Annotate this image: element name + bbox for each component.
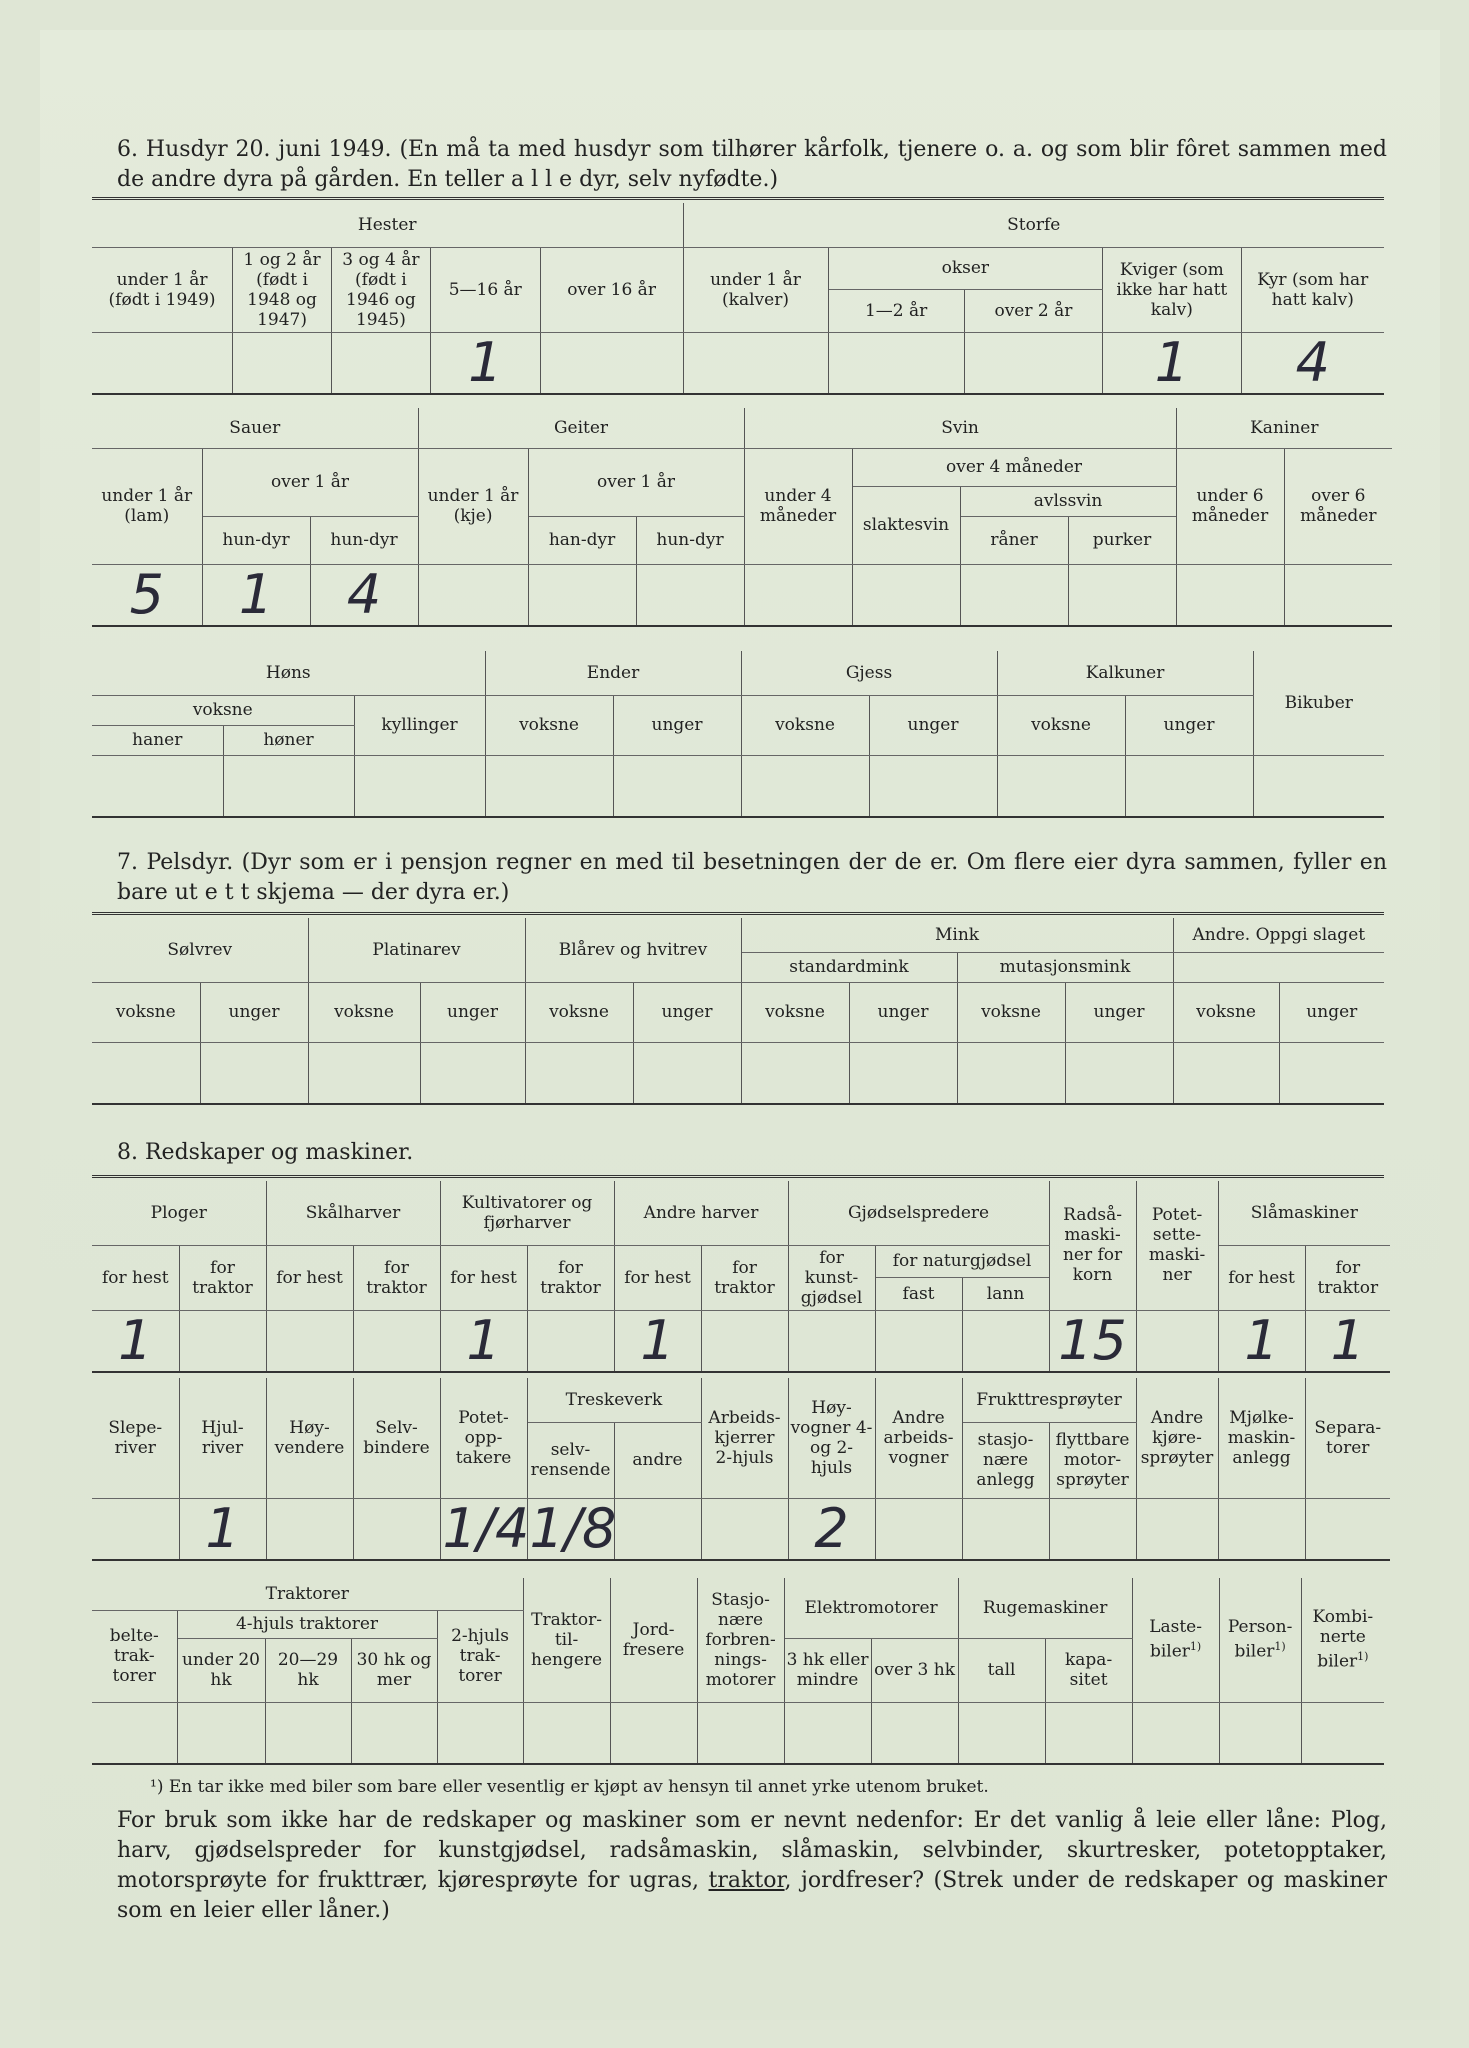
- selvbindere-header: Selv-bindere: [353, 1378, 440, 1498]
- svin-raner: råner: [960, 516, 1068, 564]
- hoyvogner-header: Høy-vogner 4- og 2-hjuls: [788, 1378, 875, 1498]
- svin-purker: purker: [1068, 516, 1176, 564]
- ender-header: Ender: [485, 651, 741, 695]
- frukt-flyttbare: flyttbare motor-sprøyter: [1049, 1422, 1136, 1498]
- rugemaskiner-header: Rugemaskiner: [958, 1578, 1132, 1638]
- hjul-river-value[interactable]: 1: [179, 1498, 266, 1560]
- kultivatorer-value-traktor[interactable]: [527, 1310, 614, 1372]
- geiter-value-kje[interactable]: [418, 564, 528, 626]
- hons-voksne: voksne: [92, 695, 354, 725]
- table-redskaper-1: [92, 1181, 1390, 1373]
- kombinerte-biler-header: [1301, 1578, 1384, 1702]
- footnote: ¹) En tar ikke med biler som bare eller vesentlig er kjøpt av hensyn til annet yrke utenom bruket.: [150, 1777, 989, 1797]
- traktor-20-29-value[interactable]: [265, 1702, 351, 1764]
- frukt-flyttbare-value[interactable]: [1049, 1498, 1136, 1560]
- svin-header: Svin: [744, 408, 1176, 448]
- gjodsel-natur: for naturgjødsel: [875, 1245, 1049, 1278]
- paragraph-text-before: For bruk som ikke har de redskaper og maskiner som er nevnt nedenfor: Er det vanlig å leie eller låne: Plog, harv, gjødselspreder for kunstgjødsel, radsåmaskin, slåmaskin, selvbinder, skurtresker, potetopptaker, motorsprøyte for frukttrær, kjøresprøyte for ugras,: [117, 1808, 1387, 1893]
- geiter-value-handyr[interactable]: [528, 564, 636, 626]
- hester-value-under1[interactable]: [92, 332, 233, 394]
- traktor-30-mer-value[interactable]: [351, 1702, 437, 1764]
- gjodsel-value-kunst[interactable]: [788, 1310, 875, 1372]
- gjodselspredere-header: Gjødselspredere: [788, 1181, 1049, 1245]
- radsamaskiner-header: Radså-maski-ner for korn: [1049, 1181, 1136, 1310]
- andre-voksne: voksne: [1173, 982, 1279, 1042]
- gjess-unger: unger: [869, 695, 997, 755]
- standardmink-voksne: voksne: [741, 982, 849, 1042]
- table-redskaper-3: [92, 1578, 1384, 1765]
- pelsdyr-value-5[interactable]: [525, 1042, 633, 1104]
- andre-kjoresproyter-value[interactable]: [1136, 1498, 1218, 1560]
- kombinerte-biler-value[interactable]: [1301, 1702, 1384, 1764]
- footnote-mark: 1): [1274, 1640, 1286, 1654]
- bikuber-header: Bikuber: [1253, 651, 1384, 755]
- traktor-20-29: 20—29 hk: [265, 1638, 351, 1702]
- elektromotorer-header: Elektromotorer: [784, 1578, 958, 1638]
- footnote-mark: 1): [1189, 1640, 1202, 1654]
- slamaskiner-value-hest[interactable]: 1: [1218, 1310, 1305, 1372]
- skalharver-traktor: for traktor: [353, 1245, 440, 1310]
- skalharver-hest: for hest: [266, 1245, 353, 1310]
- slamaskiner-hest: for hest: [1218, 1245, 1305, 1310]
- pelsdyr-value-9[interactable]: [957, 1042, 1065, 1104]
- storfe-kyr: Kyr (som har hatt kalv): [1241, 247, 1384, 332]
- treskeverk-andre-value[interactable]: [614, 1498, 701, 1560]
- sauer-value-hundyr[interactable]: 4: [310, 564, 418, 626]
- svin-avlssvin: avlssvin: [960, 486, 1176, 516]
- hons-value-honer[interactable]: [223, 755, 354, 817]
- jordfresere-value[interactable]: [610, 1702, 697, 1764]
- beltetraktorer-header: belte-trak-torer: [92, 1610, 177, 1702]
- skalharver-value-hest[interactable]: [266, 1310, 353, 1372]
- hester-col-1-2: 1 og 2 år (født i 1948 og 1947): [233, 247, 332, 332]
- kultivatorer-hest: for hest: [440, 1245, 527, 1310]
- bikuber-value[interactable]: [1253, 755, 1384, 817]
- platinarev-voksne: voksne: [308, 982, 420, 1042]
- storfe-value-kalver[interactable]: [683, 332, 828, 394]
- beltetraktorer-value[interactable]: [92, 1702, 177, 1764]
- storfe-col-kalver: under 1 år (kalver): [683, 247, 828, 332]
- svin-value-under4[interactable]: [744, 564, 852, 626]
- potetsettemaskiner-value[interactable]: [1136, 1310, 1218, 1372]
- arbeidskjerrer-header: Arbeids-kjerrer 2-hjuls: [701, 1378, 788, 1498]
- geiter-over1: over 1 år: [528, 448, 744, 516]
- arbeidskjerrer-value[interactable]: [701, 1498, 788, 1560]
- pelsdyr-value-6[interactable]: [633, 1042, 741, 1104]
- tohjuls-traktorer-value[interactable]: [437, 1702, 523, 1764]
- andre-harver-traktor: for traktor: [701, 1245, 788, 1310]
- andre-pelsdyr-header: Andre. Oppgi slaget: [1173, 918, 1384, 952]
- standardmink-unger: unger: [849, 982, 957, 1042]
- solvrev-voksne: voksne: [92, 982, 200, 1042]
- storfe-kviger: Kviger (som ikke har hatt kalv): [1103, 247, 1241, 332]
- traktor-under20: under 20 hk: [177, 1638, 265, 1702]
- section-6-rule: [92, 197, 1384, 200]
- hoyvendere-value[interactable]: [266, 1498, 353, 1560]
- solvrev-unger: unger: [200, 982, 308, 1042]
- hons-honer: høner: [223, 725, 354, 755]
- geiter-under1: under 1 år (kje): [418, 448, 528, 564]
- personbiler-label: Person-biler: [1227, 1617, 1293, 1663]
- gjodsel-fast: fast: [875, 1278, 962, 1311]
- ruge-tall-value[interactable]: [958, 1702, 1045, 1764]
- potetopptakere-value[interactable]: 1/4: [440, 1498, 527, 1560]
- hester-value-1-2[interactable]: [233, 332, 332, 394]
- kultivatorer-header: Kultivatorer og fjørharver: [440, 1181, 614, 1245]
- traktortilhengere-value[interactable]: [523, 1702, 610, 1764]
- elektro-over3hk-value[interactable]: [871, 1702, 958, 1764]
- traktor-under20-value[interactable]: [177, 1702, 265, 1764]
- elektro-over3hk: over 3 hk: [871, 1638, 958, 1702]
- blarev-unger: unger: [633, 982, 741, 1042]
- section-6-title: 6. Husdyr 20. juni 1949. (En må ta med husdyr som tilhører kårfolk, tjenere o. a. og som blir fôret sammen med de andre dyra på gården. En teller a l l e dyr, selv nyfødte.): [117, 137, 1387, 192]
- traktor-30-mer: 30 hk og mer: [351, 1638, 437, 1702]
- geiter-handyr: han-dyr: [528, 516, 636, 564]
- mink-header: Mink: [741, 918, 1173, 952]
- separatorer-header: Separa-torer: [1305, 1378, 1390, 1498]
- skalharver-value-traktor[interactable]: [353, 1310, 440, 1372]
- radsamaskiner-value[interactable]: 15: [1049, 1310, 1136, 1372]
- hester-header: Hester: [92, 203, 683, 247]
- andre-harver-header: Andre harver: [614, 1181, 788, 1245]
- section-8-rule: [92, 1175, 1384, 1178]
- hester-col-under1: under 1 år (født i 1949): [92, 247, 233, 332]
- storfe-value-okser-1-2[interactable]: [828, 332, 964, 394]
- hoyvogner-value[interactable]: 2: [788, 1498, 875, 1560]
- svin-over4: over 4 måneder: [852, 448, 1176, 486]
- gjodsel-lann: lann: [962, 1278, 1049, 1311]
- stasjonaere-motorer-value[interactable]: [697, 1702, 784, 1764]
- frukt-stasjonaere: stasjo-nære anlegg: [962, 1422, 1049, 1498]
- storfe-header: Storfe: [683, 203, 1384, 247]
- ploger-value-traktor[interactable]: [179, 1310, 266, 1372]
- kultivatorer-traktor: for traktor: [527, 1245, 614, 1310]
- hoyvendere-header: Høy-vendere: [266, 1378, 353, 1498]
- hester-value-3-4[interactable]: [331, 332, 430, 394]
- potetsettemaskiner-header: Potet-sette-maski-ner: [1136, 1181, 1218, 1310]
- andre-arbeidsvogner-value[interactable]: [875, 1498, 962, 1560]
- elektro-3hk-mindre-value[interactable]: [784, 1702, 871, 1764]
- ploger-hest: for hest: [92, 1245, 179, 1310]
- selvbindere-value[interactable]: [353, 1498, 440, 1560]
- gjess-voksne: voksne: [741, 695, 869, 755]
- andre-arbeidsvogner-header: Andre arbeids-vogner: [875, 1378, 962, 1498]
- ruge-kapasitet-value[interactable]: [1045, 1702, 1132, 1764]
- footnote-mark: 1): [1357, 1650, 1369, 1664]
- personbiler-header: [1219, 1578, 1301, 1702]
- pelsdyr-value-1[interactable]: [92, 1042, 200, 1104]
- gjess-value-unger[interactable]: [869, 755, 997, 817]
- traktortilhengere-header: Traktor-til-hengere: [523, 1578, 610, 1702]
- gjess-value-voksne[interactable]: [741, 755, 869, 817]
- blarev-voksne: voksne: [525, 982, 633, 1042]
- firehjuls-traktorer-header: 4-hjuls traktorer: [177, 1610, 437, 1638]
- mutasjonsmink-voksne: voksne: [957, 982, 1065, 1042]
- slepe-river-value[interactable]: [92, 1498, 179, 1560]
- svin-value-slaktesvin[interactable]: [852, 564, 960, 626]
- svin-value-purker[interactable]: [1068, 564, 1176, 626]
- pelsdyr-value-4[interactable]: [420, 1042, 525, 1104]
- storfe-okser: okser: [828, 247, 1103, 290]
- pelsdyr-value-11[interactable]: [1173, 1042, 1279, 1104]
- paragraph-underlined-traktor: traktor: [708, 1868, 785, 1893]
- kalkuner-header: Kalkuner: [997, 651, 1253, 695]
- jordfresere-header: Jord-fresere: [610, 1578, 697, 1702]
- kalkuner-value-unger[interactable]: [1125, 755, 1253, 817]
- lastebiler-value[interactable]: [1132, 1702, 1219, 1764]
- slamaskiner-value-traktor[interactable]: 1: [1305, 1310, 1390, 1372]
- elektro-3hk-mindre: 3 hk eller mindre: [784, 1638, 871, 1702]
- sauer-value-handyr[interactable]: 1: [202, 564, 310, 626]
- kaniner-value-under6[interactable]: [1176, 564, 1284, 626]
- treskeverk-selvrensende-value[interactable]: 1/8: [527, 1498, 614, 1560]
- kalkuner-value-voksne[interactable]: [997, 755, 1125, 817]
- hester-col-3-4: 3 og 4 år (født i 1946 og 1945): [331, 247, 430, 332]
- ender-value-voksne[interactable]: [485, 755, 613, 817]
- tohjuls-traktorer-header: 2-hjuls trak-torer: [437, 1610, 523, 1702]
- hons-kyllinger: kyllinger: [354, 695, 485, 755]
- hons-haner: haner: [92, 725, 223, 755]
- sauer-handyr: hun-dyr: [202, 516, 310, 564]
- pelsdyr-value-2[interactable]: [200, 1042, 308, 1104]
- hester-col-5-16: 5—16 år: [430, 247, 540, 332]
- hester-value-5-16[interactable]: 1: [430, 332, 540, 394]
- pelsdyr-value-10[interactable]: [1065, 1042, 1173, 1104]
- section-7-rule: [92, 912, 1384, 915]
- paragraph-text-after: , jordfreser? (Strek under de redskaper og maskiner som en leier eller låner.): [117, 1868, 1387, 1923]
- hester-value-over16[interactable]: [540, 332, 683, 394]
- storfe-okser-1-2: 1—2 år: [828, 290, 964, 333]
- ender-value-unger[interactable]: [613, 755, 741, 817]
- kultivatorer-value-hest[interactable]: 1: [440, 1310, 527, 1372]
- platinarev-header: Platinarev: [308, 918, 525, 982]
- kalkuner-unger: unger: [1125, 695, 1253, 755]
- skalharver-header: Skålharver: [266, 1181, 440, 1245]
- andre-unger: unger: [1279, 982, 1384, 1042]
- platinarev-unger: unger: [420, 982, 525, 1042]
- slepe-river-header: Slepe-river: [92, 1378, 179, 1498]
- svin-slaktesvin: slaktesvin: [852, 486, 960, 564]
- hester-col-over16: over 16 år: [540, 247, 683, 332]
- gjodsel-kunst: for kunst-gjødsel: [788, 1245, 875, 1310]
- sauer-under1: under 1 år (lam): [92, 448, 202, 564]
- ruge-kapasitet: kapa-sitet: [1045, 1638, 1132, 1702]
- storfe-okser-over2: over 2 år: [964, 290, 1102, 333]
- section-7-title: 7. Pelsdyr. (Dyr som er i pensjon regner en med til besetningen der de er. Om flere eier dyra sammen, fyller en bare ut e t t skjema — der dyra er.): [117, 850, 1387, 905]
- blarev-header: Blårev og hvitrev: [525, 918, 741, 982]
- ploger-value-hest[interactable]: 1: [92, 1310, 179, 1372]
- andre-harver-value-hest[interactable]: 1: [614, 1310, 701, 1372]
- geiter-header: Geiter: [418, 408, 744, 448]
- andre-harver-value-traktor[interactable]: [701, 1310, 788, 1372]
- potetopptakere-header: Potet-opp-takere: [440, 1378, 527, 1498]
- kaniner-header: Kaniner: [1176, 408, 1392, 448]
- ender-voksne: voksne: [485, 695, 613, 755]
- storfe-value-kviger[interactable]: 1: [1103, 332, 1241, 394]
- kaniner-under6: under 6 måneder: [1176, 448, 1284, 564]
- kombinerte-biler-label: Kombi-nerte biler: [1312, 1607, 1374, 1673]
- ender-unger: unger: [613, 695, 741, 755]
- hons-value-kyllinger[interactable]: [354, 755, 485, 817]
- lastebiler-header: [1132, 1578, 1219, 1702]
- ruge-tall: tall: [958, 1638, 1045, 1702]
- slamaskiner-header: Slåmaskiner: [1218, 1181, 1390, 1245]
- sauer-header: Sauer: [92, 408, 418, 448]
- svin-value-raner[interactable]: [960, 564, 1068, 626]
- storfe-value-kyr[interactable]: 4: [1241, 332, 1384, 394]
- treskeverk-header: Treskeverk: [527, 1378, 701, 1422]
- mjolkemaskin-value[interactable]: [1218, 1498, 1305, 1560]
- kaniner-value-over6[interactable]: [1284, 564, 1392, 626]
- treskeverk-andre: andre: [614, 1422, 701, 1498]
- leie-lane-paragraph: [117, 1806, 1387, 1926]
- gjodsel-value-lann[interactable]: [962, 1310, 1049, 1372]
- andre-harver-hest: for hest: [614, 1245, 701, 1310]
- sauer-value-lam[interactable]: 5: [92, 564, 202, 626]
- mink-mutasjon: mutasjonsmink: [957, 952, 1173, 982]
- pelsdyr-value-12[interactable]: [1279, 1042, 1384, 1104]
- table-redskaper-2: [92, 1378, 1390, 1561]
- slamaskiner-traktor: for traktor: [1305, 1245, 1390, 1310]
- frukt-stasjonaere-value[interactable]: [962, 1498, 1049, 1560]
- hons-value-haner[interactable]: [92, 755, 223, 817]
- table-sauer-geiter-svin: [92, 408, 1392, 627]
- hjul-river-header: Hjul-river: [179, 1378, 266, 1498]
- pelsdyr-value-7[interactable]: [741, 1042, 849, 1104]
- ploger-traktor: for traktor: [179, 1245, 266, 1310]
- andre-pelsdyr-slag[interactable]: [1173, 952, 1384, 982]
- pelsdyr-value-8[interactable]: [849, 1042, 957, 1104]
- ploger-header: Ploger: [92, 1181, 266, 1245]
- section-8-title: 8. Redskaper og maskiner.: [117, 1140, 414, 1165]
- personbiler-value[interactable]: [1219, 1702, 1301, 1764]
- frukttresproyter-header: Frukttresprøyter: [962, 1378, 1136, 1422]
- storfe-value-okser-over2[interactable]: [964, 332, 1102, 394]
- mjolkemaskin-header: Mjølke-maskin-anlegg: [1218, 1378, 1305, 1498]
- gjodsel-value-fast[interactable]: [875, 1310, 962, 1372]
- separatorer-value[interactable]: [1305, 1498, 1390, 1560]
- gjess-header: Gjess: [741, 651, 997, 695]
- table-fjorfe: [92, 651, 1384, 818]
- geiter-hundyr: hun-dyr: [636, 516, 744, 564]
- sauer-hundyr: hun-dyr: [310, 516, 418, 564]
- mutasjonsmink-unger: unger: [1065, 982, 1173, 1042]
- andre-kjoresproyter-header: Andre kjøre-sprøyter: [1136, 1378, 1218, 1498]
- mink-standard: standardmink: [741, 952, 957, 982]
- svin-under4: under 4 måneder: [744, 448, 852, 564]
- kalkuner-voksne: voksne: [997, 695, 1125, 755]
- treskeverk-selvrensende: selv-rensende: [527, 1422, 614, 1498]
- sauer-over1: over 1 år: [202, 448, 418, 516]
- pelsdyr-value-3[interactable]: [308, 1042, 420, 1104]
- solvrev-header: Sølvrev: [92, 918, 308, 982]
- hons-header: Høns: [92, 651, 485, 695]
- table-hester-storfe: [92, 203, 1384, 395]
- kaniner-over6: over 6 måneder: [1284, 448, 1392, 564]
- table-pelsdyr: [92, 918, 1384, 1105]
- lastebiler-label: Laste-biler: [1149, 1617, 1202, 1663]
- stasjonaere-motorer-header: Stasjo-nære forbren-nings-motorer: [697, 1578, 784, 1702]
- traktorer-header: Traktorer: [92, 1578, 523, 1610]
- geiter-value-hundyr[interactable]: [636, 564, 744, 626]
